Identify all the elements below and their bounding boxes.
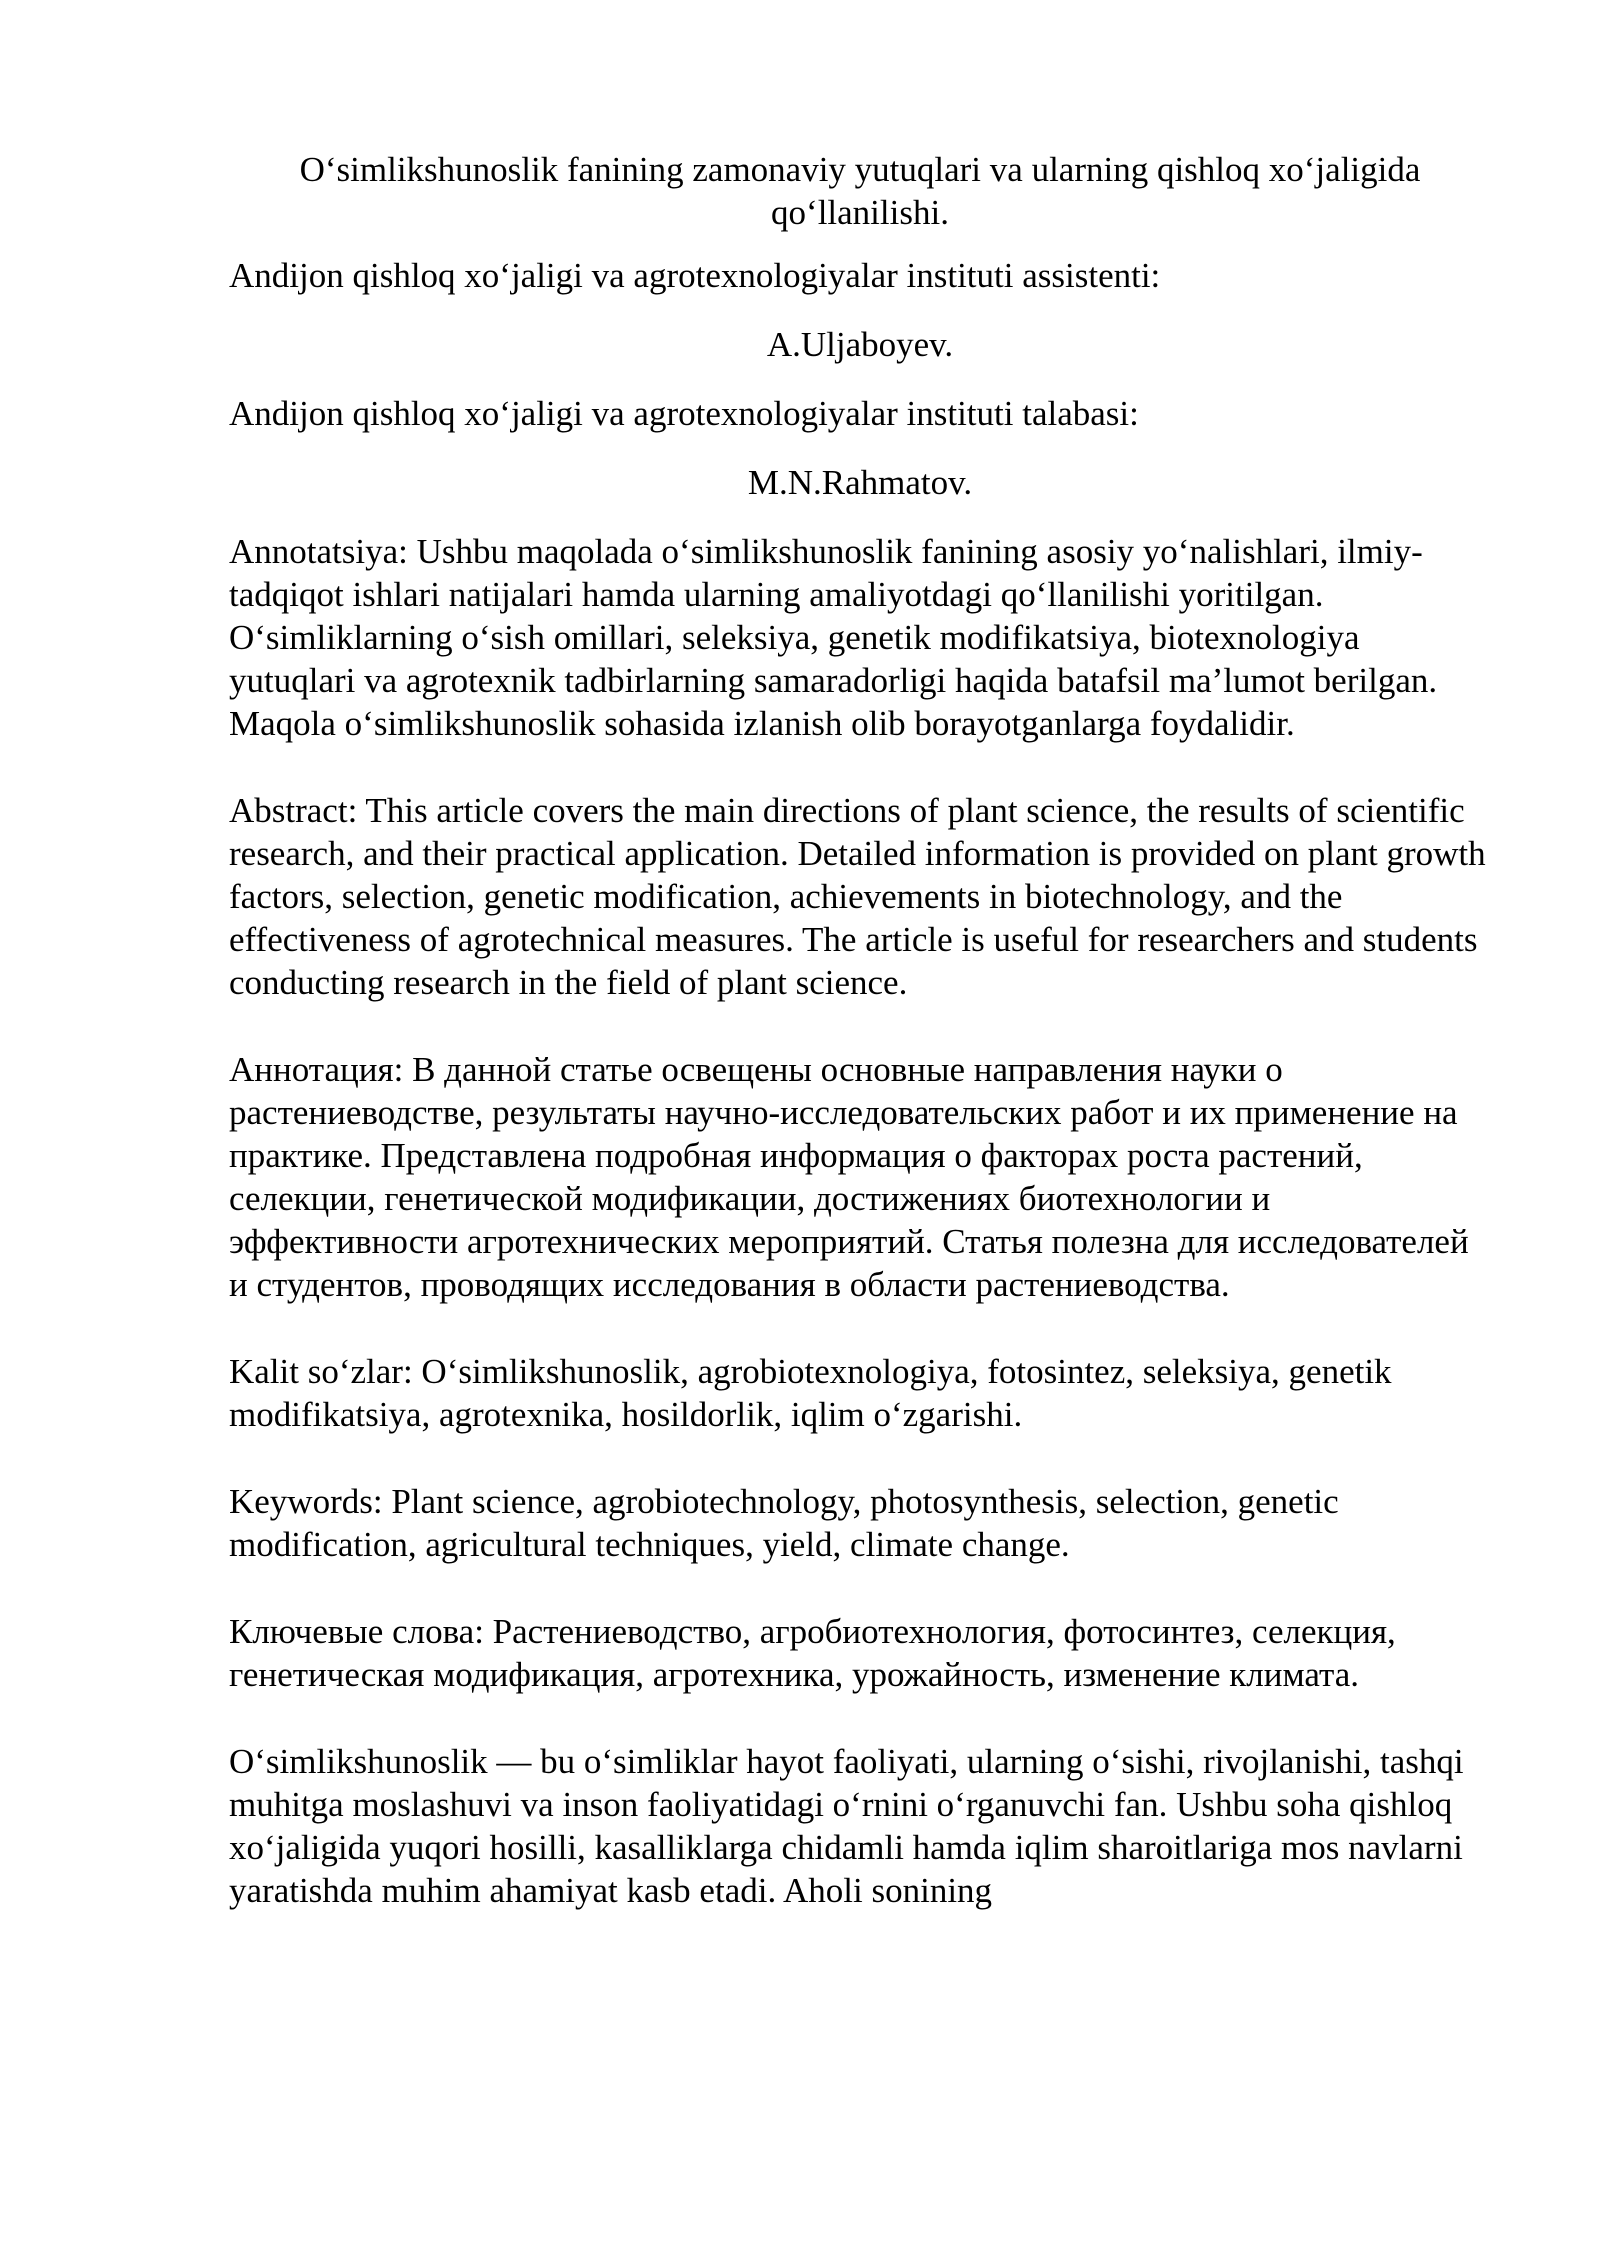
keywords-english: Keywords: Plant science, agrobiotechnology, photosynthesis, selection, genetic modification, agricultural techniques, yield, climate change. bbox=[229, 1482, 1339, 1564]
body-paragraph: O‘simlikshunoslik — bu o‘simliklar hayot faoliyati, ularning o‘sishi, rivojlanishi, tashqi muhitga moslashuvi va inson faoliyatidagi o‘rnini o‘rganuvchi fan. Ushbu soha qishloq xo‘jaligida yuqori hosilli, kasalliklarga chidamli hamda iqlim sharoitlariga mos navlarni yaratishda muhim ahamiyat kasb etadi. Aholi sonining bbox=[229, 1742, 1464, 1910]
keywords-russian: Ключевые слова: Растениеводство, агробиотехнология, фотосинтез, селекция, генетическая модификация, агротехника, урожайность, изменение климата. bbox=[229, 1612, 1396, 1694]
author-name-1: A.Uljaboyev. bbox=[766, 325, 954, 364]
author-name-2: M.N.Rahmatov. bbox=[747, 463, 973, 502]
annotation-russian: Аннотация: В данной статье освещены основные направления науки о растениеводстве, результаты научно-исследовательских работ и их применение на практике. Представлена подробная информация о факторах роста растений, селекции, генетической модификации, достижениях биотехнологии и эффективности агротехнических мероприятий. Статья полезна для исследователей и студентов, проводящих исследования в области растениеводства. bbox=[229, 1050, 1469, 1304]
keywords-uzbek: Kalit so‘zlar: O‘simlikshunoslik, agrobiotexnologiya, fotosintez, seleksiya, genetik modifikatsiya, agrotexnika, hosildorlik, iqlim o‘zgarishi. bbox=[229, 1352, 1392, 1434]
article-title: O‘simlikshunoslik fanining zamonaviy yutuqlari va ularning qishloq xo‘jaligida qo‘llanilishi. bbox=[299, 150, 1421, 232]
abstract-english: Abstract: This article covers the main directions of plant science, the results of scientific research, and their practical application. Detailed information is provided on plant growth factors, selection, genetic modification, achievements in biotechnology, and the effectiveness of agrotechnical measures. The article is useful for researchers and students conducting research in the field of plant science. bbox=[229, 791, 1486, 1002]
document-page bbox=[229, 148, 1491, 1912]
affiliation-assistant: Andijon qishloq xo‘jaligi va agrotexnologiyalar instituti assistenti: bbox=[229, 256, 1161, 295]
annotation-uzbek: Annotatsiya: Ushbu maqolada o‘simlikshunoslik fanining asosiy yo‘nalishlari, ilmiy-tadqiqot ishlari natijalari hamda ularning amaliyotdagi qo‘llanilishi yoritilgan. O‘simliklarning o‘sish omillari, seleksiya, genetik modifikatsiya, biotexnologiya yutuqlari va agrotexnik tadbirlarning samaradorligi haqida batafsil ma’lumot berilgan. Maqola o‘simlikshunoslik sohasida izlanish olib borayotganlarga foydalidir. bbox=[229, 532, 1438, 743]
affiliation-student: Andijon qishloq xo‘jaligi va agrotexnologiyalar instituti talabasi: bbox=[229, 394, 1139, 433]
